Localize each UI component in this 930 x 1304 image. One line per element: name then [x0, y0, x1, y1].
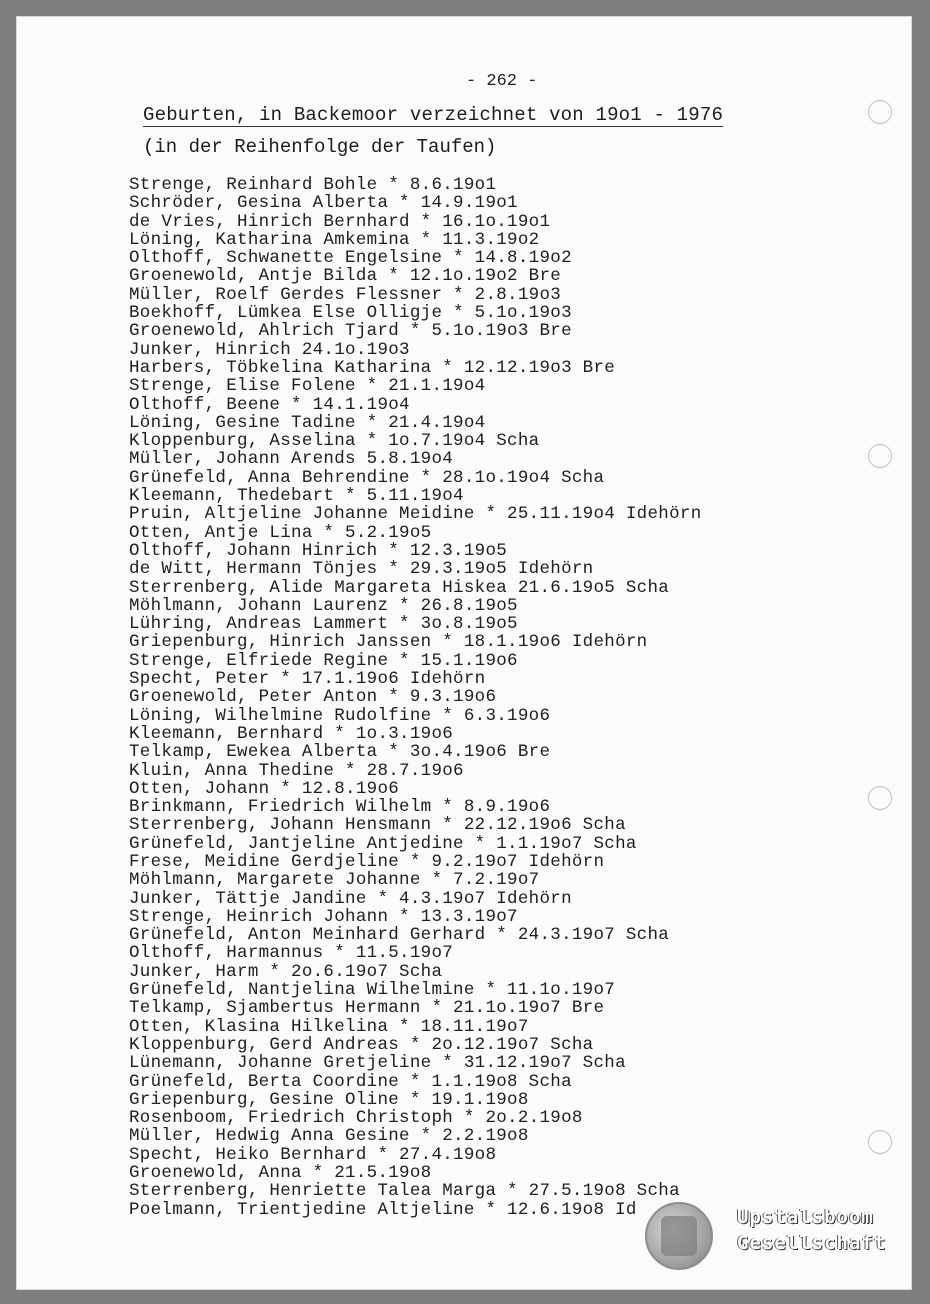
list-item: Olthoff, Johann Hinrich * 12.3.19o5 — [129, 540, 508, 561]
list-item: Rosenboom, Friedrich Christoph * 2o.2.19o8 — [129, 1108, 583, 1129]
logo-line-1: Upstalsboom — [737, 1206, 874, 1228]
list-item: Specht, Peter * 17.1.19o6 Idehörn — [129, 669, 486, 690]
list-item: Olthoff, Schwanette Engelsine * 14.8.19o2 — [129, 248, 572, 269]
list-item: Löning, Katharina Amkemina * 11.3.19o2 — [129, 229, 540, 250]
list-item: Müller, Johann Arends 5.8.19o4 — [129, 449, 454, 470]
list-item: Strenge, Heinrich Johann * 13.3.19o7 — [129, 906, 518, 927]
list-item: Groenewold, Anna * 21.5.19o8 — [129, 1163, 432, 1184]
list-item: Olthoff, Harmannus * 11.5.19o7 — [129, 943, 454, 964]
list-item: Groenewold, Antje Bilda * 12.1o.19o2 Bre — [129, 266, 562, 287]
list-item: Strenge, Reinhard Bohle * 8.6.19o1 — [129, 175, 497, 195]
list-item: Strenge, Elfriede Regine * 15.1.19o6 — [129, 650, 518, 671]
birth-register-list — [129, 176, 849, 1219]
list-item: Müller, Roelf Gerdes Flessner * 2.8.19o3 — [129, 284, 562, 305]
list-item: Strenge, Elise Folene * 21.1.19o4 — [129, 376, 486, 397]
list-item: Otten, Johann * 12.8.19o6 — [129, 778, 400, 799]
list-item: Frese, Meidine Gerdjeline * 9.2.19o7 Idehörn — [129, 851, 605, 872]
page-subtitle: (in der Reihenfolge der Taufen) — [143, 136, 497, 158]
list-item: de Vries, Hinrich Bernhard * 16.1o.19o1 — [129, 211, 551, 232]
list-item: Specht, Heiko Bernhard * 27.4.19o8 — [129, 1144, 497, 1165]
list-item: Harbers, Töbkelina Katharina * 12.12.19o3 Bre — [129, 357, 616, 378]
list-item: Lühring, Andreas Lammert * 3o.8.19o5 — [129, 614, 518, 635]
list-item: Schröder, Gesina Alberta * 14.9.19o1 — [129, 193, 518, 214]
list-item: Telkamp, Sjambertus Hermann * 21.1o.19o7 Bre — [129, 998, 605, 1019]
list-item: Kluin, Anna Thedine * 28.7.19o6 — [129, 760, 464, 781]
list-item: Lünemann, Johanne Gretjeline * 31.12.19o7 Scha — [129, 1053, 626, 1074]
list-item: Junker, Harm * 2o.6.19o7 Scha — [129, 961, 443, 982]
list-item: Griepenburg, Gesine Oline * 19.1.19o8 — [129, 1089, 529, 1110]
punch-hole-icon — [868, 100, 892, 124]
list-item: Sterrenberg, Johann Hensmann * 22.12.19o6 Scha — [129, 815, 626, 836]
list-item: Möhlmann, Margarete Johanne * 7.2.19o7 — [129, 870, 540, 891]
seal-icon — [645, 1202, 713, 1270]
list-item: Grünefeld, Nantjelina Wilhelmine * 11.1o.19o7 — [129, 980, 616, 1001]
list-item: Pruin, Altjeline Johanne Meidine * 25.11.19o4 Idehörn — [129, 504, 702, 525]
list-item: Kloppenburg, Asselina * 1o.7.19o4 Scha — [129, 431, 540, 452]
list-item: Groenewold, Ahlrich Tjard * 5.1o.19o3 Bre — [129, 321, 572, 342]
list-item: Junker, Tättje Jandine * 4.3.19o7 Idehörn — [129, 888, 572, 909]
list-item: Grünefeld, Anton Meinhard Gerhard * 24.3.19o7 Scha — [129, 925, 670, 946]
list-item: Grünefeld, Anna Behrendine * 28.1o.19o4 Scha — [129, 467, 605, 488]
punch-hole-icon — [868, 786, 892, 810]
list-item: Möhlmann, Johann Laurenz * 26.8.19o5 — [129, 595, 518, 616]
page-title: Geburten, in Backemoor verzeichnet von 19o1 - 1976 — [143, 104, 724, 126]
list-item: de Witt, Hermann Tönjes * 29.3.19o5 Idehörn — [129, 559, 594, 580]
list-item: Poelmann, Trientjedine Altjeline * 12.6.19o8 Id — [129, 1199, 637, 1220]
list-item: Brinkmann, Friedrich Wilhelm * 8.9.19o6 — [129, 797, 551, 818]
list-item: Telkamp, Ewekea Alberta * 3o.4.19o6 Bre — [129, 742, 551, 763]
page-number: - 262 - — [466, 72, 538, 91]
document-page — [16, 16, 912, 1290]
logo-text — [737, 1204, 886, 1256]
list-item: Löning, Gesine Tadine * 21.4.19o4 — [129, 412, 486, 433]
list-item: Groenewold, Peter Anton * 9.3.19o6 — [129, 687, 497, 708]
list-item: Kleemann, Thedebart * 5.11.19o4 — [129, 486, 464, 507]
list-item: Griepenburg, Hinrich Janssen * 18.1.19o6 Idehörn — [129, 632, 648, 653]
list-item: Müller, Hedwig Anna Gesine * 2.2.19o8 — [129, 1126, 529, 1147]
punch-hole-icon — [868, 1130, 892, 1154]
list-item: Sterrenberg, Alide Margareta Hiskea 21.6.19o5 Scha — [129, 577, 670, 598]
list-item: Kloppenburg, Gerd Andreas * 2o.12.19o7 Scha — [129, 1034, 594, 1055]
upstalsboom-logo — [645, 1196, 905, 1280]
list-item: Grünefeld, Berta Coordine * 1.1.19o8 Scha — [129, 1071, 572, 1092]
list-item: Grünefeld, Jantjeline Antjedine * 1.1.19o7 Scha — [129, 833, 637, 854]
list-item: Kleemann, Bernhard * 1o.3.19o6 — [129, 723, 454, 744]
list-item: Otten, Antje Lina * 5.2.19o5 — [129, 522, 432, 543]
list-item: Olthoff, Beene * 14.1.19o4 — [129, 394, 410, 415]
punch-hole-icon — [868, 444, 892, 468]
logo-line-2: Gesellschaft — [737, 1232, 887, 1254]
list-item: Otten, Klasina Hilkelina * 18.11.19o7 — [129, 1016, 529, 1037]
list-item: Sterrenberg, Henriette Talea Marga * 27.5.19o8 Scha — [129, 1181, 680, 1202]
list-item: Löning, Wilhelmine Rudolfine * 6.3.19o6 — [129, 705, 551, 726]
list-item: Junker, Hinrich 24.1o.19o3 — [129, 339, 410, 360]
list-item: Boekhoff, Lümkea Else Olligje * 5.1o.19o3 — [129, 303, 572, 324]
